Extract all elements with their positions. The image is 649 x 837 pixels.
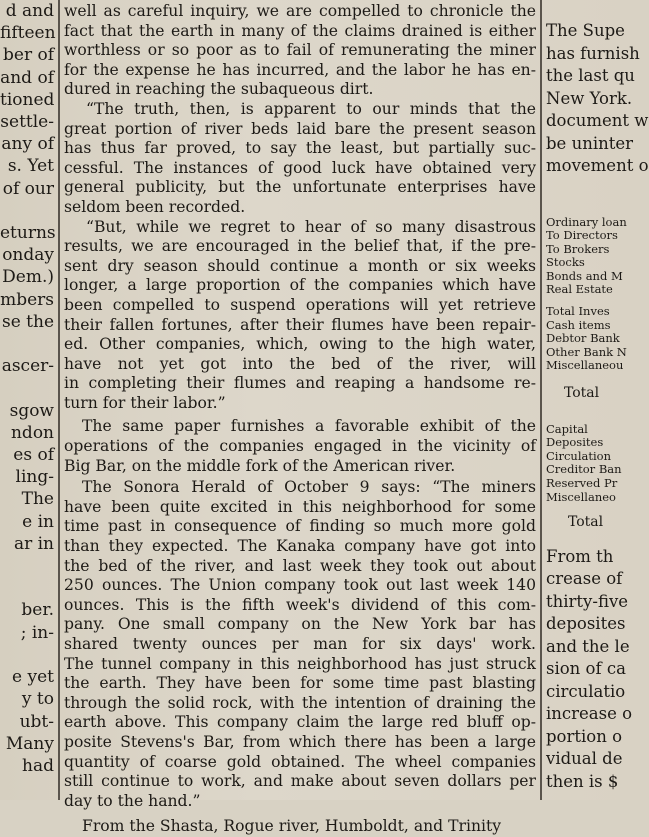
left-column-line: sgow <box>9 400 54 421</box>
right-intro-line: movement o <box>546 156 649 175</box>
table-row-label: Deposites <box>546 435 604 450</box>
right-bottom-line: then is $ <box>546 771 619 791</box>
article-line: time past in consequence of finding so much more gold <box>64 517 536 536</box>
table-row-label: Bonds and M <box>546 268 623 283</box>
right-intro-line: New York. <box>546 88 633 108</box>
main-article-column <box>64 2 536 837</box>
column-rule-right <box>540 0 542 800</box>
table-row-label: Capital <box>546 421 588 436</box>
bank-statement-investments-table <box>546 305 640 373</box>
article-line: the bed of the river, and last week they took out about <box>64 556 536 575</box>
left-column-line: any of <box>1 134 54 155</box>
article-line: quantity of coarse gold obtained. The wheel companies <box>64 752 536 771</box>
left-column-line <box>0 555 54 577</box>
right-intro-line: has furnish <box>546 43 640 63</box>
left-column-line: The <box>21 489 54 510</box>
table-row-label: To Directors <box>546 228 618 243</box>
article-line: sent dry season should continue a month or six weeks <box>64 256 536 275</box>
right-intro-line: be uninter <box>546 133 634 153</box>
article-line: their fallen fortunes, after their flumes have been repair- <box>64 315 536 334</box>
article-line: operations of the companies engaged in the vicinity of <box>64 437 536 456</box>
resources-total-label: Total <box>564 385 600 402</box>
article-line: in completing their flumes and reaping a handsome re- <box>64 374 536 393</box>
article-line: 250 ounces. The Union company took out last week 140 <box>64 576 536 595</box>
left-column-line: d and <box>5 1 54 21</box>
left-column-line: tioned <box>0 89 55 110</box>
right-intro-line: the last qu <box>546 66 635 85</box>
table-row-label: Other Bank N <box>546 344 627 359</box>
right-bottom-line: circulatio <box>546 681 626 701</box>
left-column-line: y to <box>21 689 54 710</box>
article-line: ounces. This is the fifth week's dividend of this com- <box>64 595 536 614</box>
right-intro-line: The Supe <box>546 21 625 40</box>
article-line: day to the hand.” <box>64 791 201 810</box>
article-line: the earth. They have been for some time past blasting <box>64 674 536 693</box>
left-column-line: had <box>22 755 54 776</box>
article-line: dured in reaching the subaqueous dirt. <box>64 80 374 99</box>
left-column-line: and of <box>0 67 54 88</box>
left-column-line: ; in- <box>20 622 54 643</box>
left-column-line: ber of <box>3 45 54 66</box>
right-bottom-line: deposites <box>546 614 626 634</box>
right-column <box>546 0 649 793</box>
table-row-label: Reserved Pr <box>546 476 618 490</box>
left-column-line: es of <box>13 445 54 466</box>
article-line: ed. Other companies, which, owing to the high water, <box>64 335 536 354</box>
table-row-label: Miscellaneo <box>546 489 616 504</box>
left-column-line: ling- <box>15 467 54 488</box>
table-row-label: Stocks <box>546 255 585 270</box>
table-row-label: Miscellaneou <box>546 358 624 373</box>
left-column-line <box>0 200 54 222</box>
bank-statement-resources-table <box>546 216 640 298</box>
article-line: Big Bar, on the middle fork of the American river. <box>64 456 456 475</box>
left-column-line: ascer- <box>1 356 54 377</box>
article-line: “But, while we regret to hear of so many disastrous <box>86 217 536 236</box>
left-column-line: mbers <box>0 289 54 310</box>
article-line: The Sonora Herald of October 9 says: “The miners <box>82 478 536 497</box>
article-line: results, we are encouraged in the belief that, if the pre- <box>64 237 536 256</box>
right-bottom-line: vidual de <box>546 749 623 769</box>
table-row-label: Debtor Bank <box>546 331 620 346</box>
left-column-line: onday <box>2 245 54 266</box>
article-line: general publicity, but the unfortunate enterprises have <box>64 178 536 197</box>
table-row-label: Real Estate <box>546 282 613 297</box>
article-line: The tunnel company in this neighborhood has just struck <box>64 654 536 673</box>
left-column <box>0 0 58 777</box>
article-line: for the expense he has incurred, and the labor he has en- <box>64 60 536 79</box>
right-intro-text <box>546 20 649 178</box>
article-line: has thus far proved, to say the least, but partially suc- <box>64 139 536 158</box>
right-bottom-line: increase o <box>546 704 633 724</box>
column-rule-left <box>58 0 60 800</box>
right-bottom-line: and the le <box>546 636 630 656</box>
article-line: have been quite excited in this neighborhood for some <box>64 497 536 516</box>
table-row-label: Creditor Ban <box>546 462 622 477</box>
left-column-line: eturns <box>0 223 56 244</box>
left-column-line: se the <box>1 311 54 332</box>
article-line: still continue to work, and make about seven dollars per <box>64 772 536 791</box>
article-line: seldom been recorded. <box>64 197 246 216</box>
left-column-line: e in <box>22 511 54 532</box>
article-line: pany. One small company on the New York bar has <box>64 615 536 634</box>
left-column-line <box>0 377 54 399</box>
article-line: turn for their labor.” <box>64 393 226 412</box>
article-line: earth above. This company claim the large red bluff op- <box>64 713 536 732</box>
table-row-label: Ordinary loan <box>546 214 627 229</box>
left-column-line: settle- <box>0 112 54 133</box>
article-line: well as careful inquiry, we are compelled to chronicle the <box>64 2 536 20</box>
article-line: fact that the earth in many of the claims drained is either <box>64 21 536 40</box>
article-line: through the solid rock, with the intention of draining the <box>64 693 536 712</box>
right-bottom-line: portion o <box>546 726 623 746</box>
article-line: cessful. The instances of good luck have obtained very <box>64 158 536 177</box>
right-bottom-text <box>546 546 640 794</box>
table-row-label: Circulation <box>546 448 611 463</box>
article-paragraph-shasta <box>64 817 536 837</box>
article-line: have not yet got into the bed of the river, will <box>64 354 536 373</box>
article-line: than they expected. The Kanaka company have got into <box>64 537 536 556</box>
table-row-label: To Brokers <box>546 241 610 256</box>
article-line: “The truth, then, is apparent to our minds that the <box>86 99 536 118</box>
left-column-line: e yet <box>12 667 54 688</box>
article-line: shared twenty ounces per man for six days' work. <box>64 635 536 653</box>
article-line: From the Shasta, Rogue river, Humboldt, and Trinity <box>82 817 502 836</box>
left-column-line: s. Yet <box>7 156 54 177</box>
article-line: posite Stevens's Bar, from which there has been a large <box>64 732 536 751</box>
table-row-label: Cash items <box>546 317 611 332</box>
left-column-line: ber. <box>21 600 54 621</box>
right-bottom-line: thirty-five <box>546 591 629 611</box>
liabilities-total-label: Total <box>568 514 604 531</box>
article-paragraph-sonora-herald <box>64 478 536 811</box>
left-column-line: of our <box>2 178 54 199</box>
right-bottom-line: crease of <box>546 569 623 589</box>
left-column-line <box>0 333 54 355</box>
right-intro-line: document w <box>546 111 649 130</box>
bank-statement-liabilities-table <box>546 423 640 505</box>
article-intro-paragraph <box>64 2 536 100</box>
article-paragraph-truth <box>64 100 536 218</box>
article-line: longer, a large proportion of the companies which have <box>64 276 536 295</box>
left-column-line <box>0 577 54 599</box>
right-bottom-line: From th <box>546 546 614 566</box>
right-bottom-line: sion of ca <box>546 659 626 679</box>
table-row-label: Total Inves <box>546 304 610 319</box>
article-paragraph-regret <box>64 218 536 414</box>
article-paragraph-big-bar <box>64 417 536 476</box>
left-column-line: ubt- <box>19 711 54 732</box>
left-column-line <box>0 644 54 666</box>
left-column-line: fifteen <box>0 23 56 44</box>
article-line: The same paper furnishes a favorable exhibit of the <box>82 417 536 436</box>
article-line: great portion of river beds laid bare the present season <box>64 119 536 138</box>
left-column-line: Dem.) <box>2 267 54 288</box>
article-line: worthless or so poor as to fail of remunerating the miner <box>64 41 536 60</box>
left-column-line: ar in <box>13 533 54 554</box>
article-line: been compelled to suspend operations will yet retrieve <box>64 295 536 314</box>
left-column-line: Many <box>5 733 54 754</box>
left-column-line: ndon <box>10 422 54 443</box>
